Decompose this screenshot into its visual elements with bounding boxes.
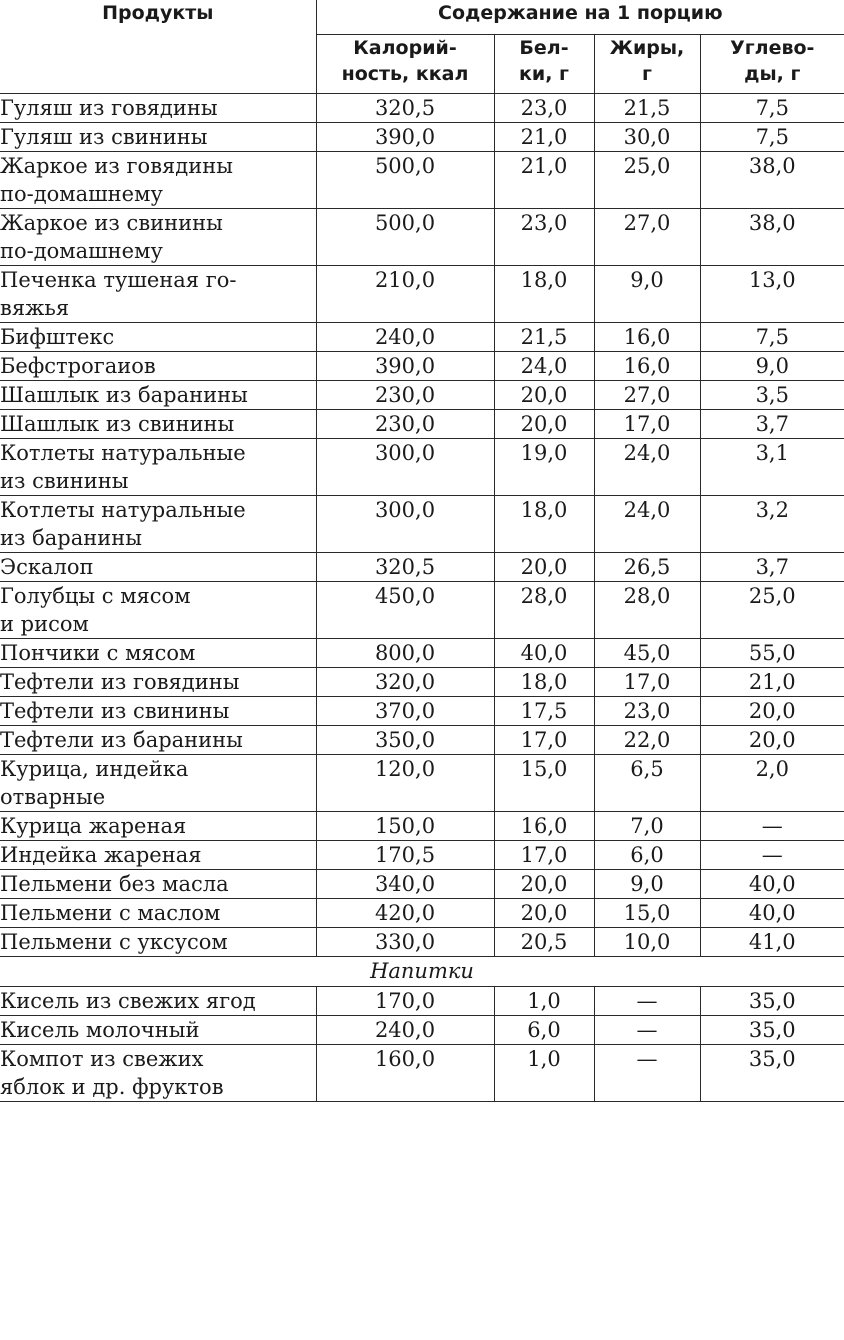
- product-name-line1: Бефстрогаиов: [0, 354, 156, 378]
- protein-cell: 20,0: [494, 899, 594, 928]
- table-row: [0, 870, 844, 899]
- carbs-header: [700, 35, 844, 94]
- fat-cell: 45,0: [594, 639, 700, 668]
- fat-header-line2: г: [642, 63, 652, 85]
- calories-cell: 390,0: [316, 123, 494, 152]
- carbs-cell: 3,1: [700, 439, 844, 496]
- fat-cell: —: [594, 1045, 700, 1102]
- fat-cell: 16,0: [594, 323, 700, 352]
- product-name-line1: Котлеты натуральные: [0, 498, 246, 522]
- calories-cell: 240,0: [316, 323, 494, 352]
- calories-cell: 300,0: [316, 496, 494, 553]
- calories-cell: 330,0: [316, 928, 494, 957]
- product-name-cell: [0, 726, 316, 755]
- carbs-cell: 40,0: [700, 899, 844, 928]
- fat-cell: 6,5: [594, 755, 700, 812]
- product-name-cell: [0, 1016, 316, 1045]
- section-row: [0, 957, 844, 987]
- protein-cell: 20,5: [494, 928, 594, 957]
- fat-cell: 17,0: [594, 410, 700, 439]
- carbs-cell: 35,0: [700, 987, 844, 1016]
- carbs-cell: 3,2: [700, 496, 844, 553]
- product-name-line1: Шашлык из баранины: [0, 383, 248, 407]
- product-name-cell: [0, 841, 316, 870]
- fat-cell: 6,0: [594, 841, 700, 870]
- fat-cell: —: [594, 1016, 700, 1045]
- table-row: [0, 553, 844, 582]
- carbs-header-line1: Углево-: [730, 37, 815, 59]
- fat-cell: 9,0: [594, 266, 700, 323]
- product-name-line1: Пельмени без масла: [0, 872, 229, 896]
- protein-cell: 17,0: [494, 841, 594, 870]
- product-name-cell: [0, 899, 316, 928]
- carbs-cell: 9,0: [700, 352, 844, 381]
- protein-cell: 19,0: [494, 439, 594, 496]
- product-name-line1: Печенка тушеная го-: [0, 268, 237, 292]
- calories-cell: 150,0: [316, 812, 494, 841]
- product-name-line1: Тефтели из говядины: [0, 670, 240, 694]
- protein-cell: 20,0: [494, 553, 594, 582]
- carbs-cell: —: [700, 812, 844, 841]
- table-row: [0, 755, 844, 812]
- table-row: [0, 726, 844, 755]
- product-name-line1: Кисель молочный: [0, 1018, 200, 1042]
- carbs-cell: 13,0: [700, 266, 844, 323]
- calories-header-line1: Калорий-: [353, 37, 457, 59]
- carbs-cell: 7,5: [700, 323, 844, 352]
- protein-header-line1: Бел-: [519, 37, 569, 59]
- product-name-cell: [0, 152, 316, 209]
- product-name-line1: Шашлык из свинины: [0, 412, 235, 436]
- fat-cell: 24,0: [594, 439, 700, 496]
- product-name-cell: [0, 668, 316, 697]
- product-name-cell: [0, 439, 316, 496]
- carbs-cell: 20,0: [700, 697, 844, 726]
- calories-header-line2: ность, ккал: [341, 63, 469, 85]
- product-name-line1: Гуляш из говядины: [0, 96, 218, 120]
- carbs-cell: 3,7: [700, 553, 844, 582]
- table-row: [0, 928, 844, 957]
- calories-cell: 160,0: [316, 1045, 494, 1102]
- table-row: [0, 152, 844, 209]
- protein-cell: 18,0: [494, 668, 594, 697]
- product-name-cell: [0, 755, 316, 812]
- protein-cell: 28,0: [494, 582, 594, 639]
- table-row: [0, 352, 844, 381]
- calories-cell: 390,0: [316, 352, 494, 381]
- protein-cell: 6,0: [494, 1016, 594, 1045]
- per-portion-header: Содержание на 1 порцию: [316, 0, 844, 35]
- fat-cell: 16,0: [594, 352, 700, 381]
- calories-cell: 170,5: [316, 841, 494, 870]
- product-name-cell: [0, 697, 316, 726]
- product-name-cell: [0, 381, 316, 410]
- product-name-line1: Компот из свежих: [0, 1047, 204, 1071]
- calories-cell: 500,0: [316, 209, 494, 266]
- product-name-cell: [0, 639, 316, 668]
- fat-cell: 27,0: [594, 381, 700, 410]
- table-row: [0, 582, 844, 639]
- table-row: [0, 899, 844, 928]
- table-row: [0, 381, 844, 410]
- product-name-line1: Котлеты натуральные: [0, 441, 246, 465]
- protein-cell: 21,0: [494, 152, 594, 209]
- product-name-cell: [0, 123, 316, 152]
- carbs-cell: 41,0: [700, 928, 844, 957]
- product-name-cell: [0, 553, 316, 582]
- protein-cell: 21,0: [494, 123, 594, 152]
- product-name-line1: Эскалоп: [0, 555, 94, 579]
- calories-cell: 320,5: [316, 94, 494, 123]
- calories-cell: 800,0: [316, 639, 494, 668]
- table-row: [0, 439, 844, 496]
- product-name-line1: Пельмени с уксусом: [0, 930, 228, 954]
- product-name-cell: [0, 496, 316, 553]
- fat-cell: —: [594, 987, 700, 1016]
- fat-header-line1: Жиры,: [609, 37, 685, 59]
- product-name-cell: [0, 323, 316, 352]
- fat-cell: 10,0: [594, 928, 700, 957]
- product-name-cell: [0, 870, 316, 899]
- calories-cell: 500,0: [316, 152, 494, 209]
- table-row: [0, 496, 844, 553]
- fat-cell: 30,0: [594, 123, 700, 152]
- product-name-line2: из свинины: [0, 469, 129, 493]
- product-name-line2: вяжья: [0, 296, 70, 320]
- fat-cell: 17,0: [594, 668, 700, 697]
- product-name-cell: [0, 928, 316, 957]
- protein-cell: 15,0: [494, 755, 594, 812]
- protein-header: [494, 35, 594, 94]
- product-name-line1: Гуляш из свинины: [0, 125, 208, 149]
- calories-cell: 230,0: [316, 381, 494, 410]
- protein-cell: 20,0: [494, 381, 594, 410]
- fat-cell: 22,0: [594, 726, 700, 755]
- carbs-cell: 38,0: [700, 209, 844, 266]
- fat-cell: 7,0: [594, 812, 700, 841]
- calories-cell: 300,0: [316, 439, 494, 496]
- fat-cell: 27,0: [594, 209, 700, 266]
- product-name-line2: по-домашнему: [0, 239, 163, 263]
- product-name-line1: Курица жареная: [0, 814, 187, 838]
- protein-cell: 40,0: [494, 639, 594, 668]
- calories-cell: 420,0: [316, 899, 494, 928]
- calories-cell: 450,0: [316, 582, 494, 639]
- calories-cell: 320,0: [316, 668, 494, 697]
- table-row: [0, 841, 844, 870]
- fat-cell: 15,0: [594, 899, 700, 928]
- product-name-cell: [0, 812, 316, 841]
- fat-cell: 28,0: [594, 582, 700, 639]
- carbs-cell: 7,5: [700, 123, 844, 152]
- fat-cell: 25,0: [594, 152, 700, 209]
- fat-cell: 21,5: [594, 94, 700, 123]
- protein-cell: 21,5: [494, 323, 594, 352]
- product-name-cell: [0, 1045, 316, 1102]
- protein-cell: 24,0: [494, 352, 594, 381]
- table-row: [0, 1045, 844, 1102]
- calories-cell: 370,0: [316, 697, 494, 726]
- protein-cell: 20,0: [494, 410, 594, 439]
- product-name-line1: Тефтели из свинины: [0, 699, 230, 723]
- calories-cell: 350,0: [316, 726, 494, 755]
- carbs-cell: 21,0: [700, 668, 844, 697]
- product-name-line2: из баранины: [0, 526, 142, 550]
- protein-cell: 23,0: [494, 209, 594, 266]
- product-name-line2: и рисом: [0, 612, 89, 636]
- table-row: [0, 209, 844, 266]
- section-drinks-label: Напитки: [0, 957, 844, 987]
- table-row: [0, 1016, 844, 1045]
- calories-cell: 210,0: [316, 266, 494, 323]
- product-name-line1: Пельмени с маслом: [0, 901, 221, 925]
- product-name-line1: Голубцы с мясом: [0, 584, 191, 608]
- table-row: [0, 410, 844, 439]
- carbs-cell: —: [700, 841, 844, 870]
- calories-cell: 120,0: [316, 755, 494, 812]
- calories-cell: 320,5: [316, 553, 494, 582]
- table-row: [0, 94, 844, 123]
- carbs-cell: 20,0: [700, 726, 844, 755]
- table-row: [0, 697, 844, 726]
- protein-cell: 23,0: [494, 94, 594, 123]
- product-name-line1: Бифштекс: [0, 325, 115, 349]
- product-name-cell: [0, 410, 316, 439]
- protein-cell: 16,0: [494, 812, 594, 841]
- calories-cell: 230,0: [316, 410, 494, 439]
- product-name-line1: Тефтели из баранины: [0, 728, 243, 752]
- table-row: [0, 812, 844, 841]
- table-row: [0, 123, 844, 152]
- product-name-line2: отварные: [0, 785, 106, 809]
- protein-cell: 18,0: [494, 266, 594, 323]
- fat-cell: 26,5: [594, 553, 700, 582]
- product-name-line2: по-домашнему: [0, 182, 163, 206]
- protein-cell: 1,0: [494, 1045, 594, 1102]
- carbs-cell: 3,5: [700, 381, 844, 410]
- calories-cell: 240,0: [316, 1016, 494, 1045]
- calories-cell: 170,0: [316, 987, 494, 1016]
- product-name-line2: яблок и др. фруктов: [0, 1075, 224, 1099]
- carbs-cell: 7,5: [700, 94, 844, 123]
- table-row: [0, 266, 844, 323]
- product-name-line1: Курица, индейка: [0, 757, 189, 781]
- products-header: Продукты: [0, 0, 316, 94]
- table-row: [0, 323, 844, 352]
- carbs-header-line2: ды, г: [744, 63, 801, 85]
- calories-cell: 340,0: [316, 870, 494, 899]
- product-name-line1: Пончики с мясом: [0, 641, 196, 665]
- carbs-cell: 35,0: [700, 1016, 844, 1045]
- fat-cell: 9,0: [594, 870, 700, 899]
- product-name-line1: Жаркое из говядины: [0, 154, 233, 178]
- product-name-cell: [0, 987, 316, 1016]
- product-name-line1: Кисель из свежих ягод: [0, 989, 256, 1013]
- protein-cell: 1,0: [494, 987, 594, 1016]
- carbs-cell: 38,0: [700, 152, 844, 209]
- protein-cell: 17,5: [494, 697, 594, 726]
- product-name-cell: [0, 94, 316, 123]
- fat-cell: 23,0: [594, 697, 700, 726]
- protein-cell: 20,0: [494, 870, 594, 899]
- calories-header: [316, 35, 494, 94]
- table-row: [0, 987, 844, 1016]
- carbs-cell: 2,0: [700, 755, 844, 812]
- protein-cell: 17,0: [494, 726, 594, 755]
- fat-cell: 24,0: [594, 496, 700, 553]
- carbs-cell: 25,0: [700, 582, 844, 639]
- product-name-cell: [0, 209, 316, 266]
- carbs-cell: 55,0: [700, 639, 844, 668]
- carbs-cell: 40,0: [700, 870, 844, 899]
- product-name-cell: [0, 266, 316, 323]
- table-row: [0, 668, 844, 697]
- product-name-line1: Индейка жареная: [0, 843, 202, 867]
- protein-cell: 18,0: [494, 496, 594, 553]
- protein-header-line2: ки, г: [519, 63, 569, 85]
- carbs-cell: 35,0: [700, 1045, 844, 1102]
- product-name-cell: [0, 352, 316, 381]
- carbs-cell: 3,7: [700, 410, 844, 439]
- product-name-line1: Жаркое из свинины: [0, 211, 223, 235]
- fat-header: [594, 35, 700, 94]
- table-row: [0, 639, 844, 668]
- product-name-cell: [0, 582, 316, 639]
